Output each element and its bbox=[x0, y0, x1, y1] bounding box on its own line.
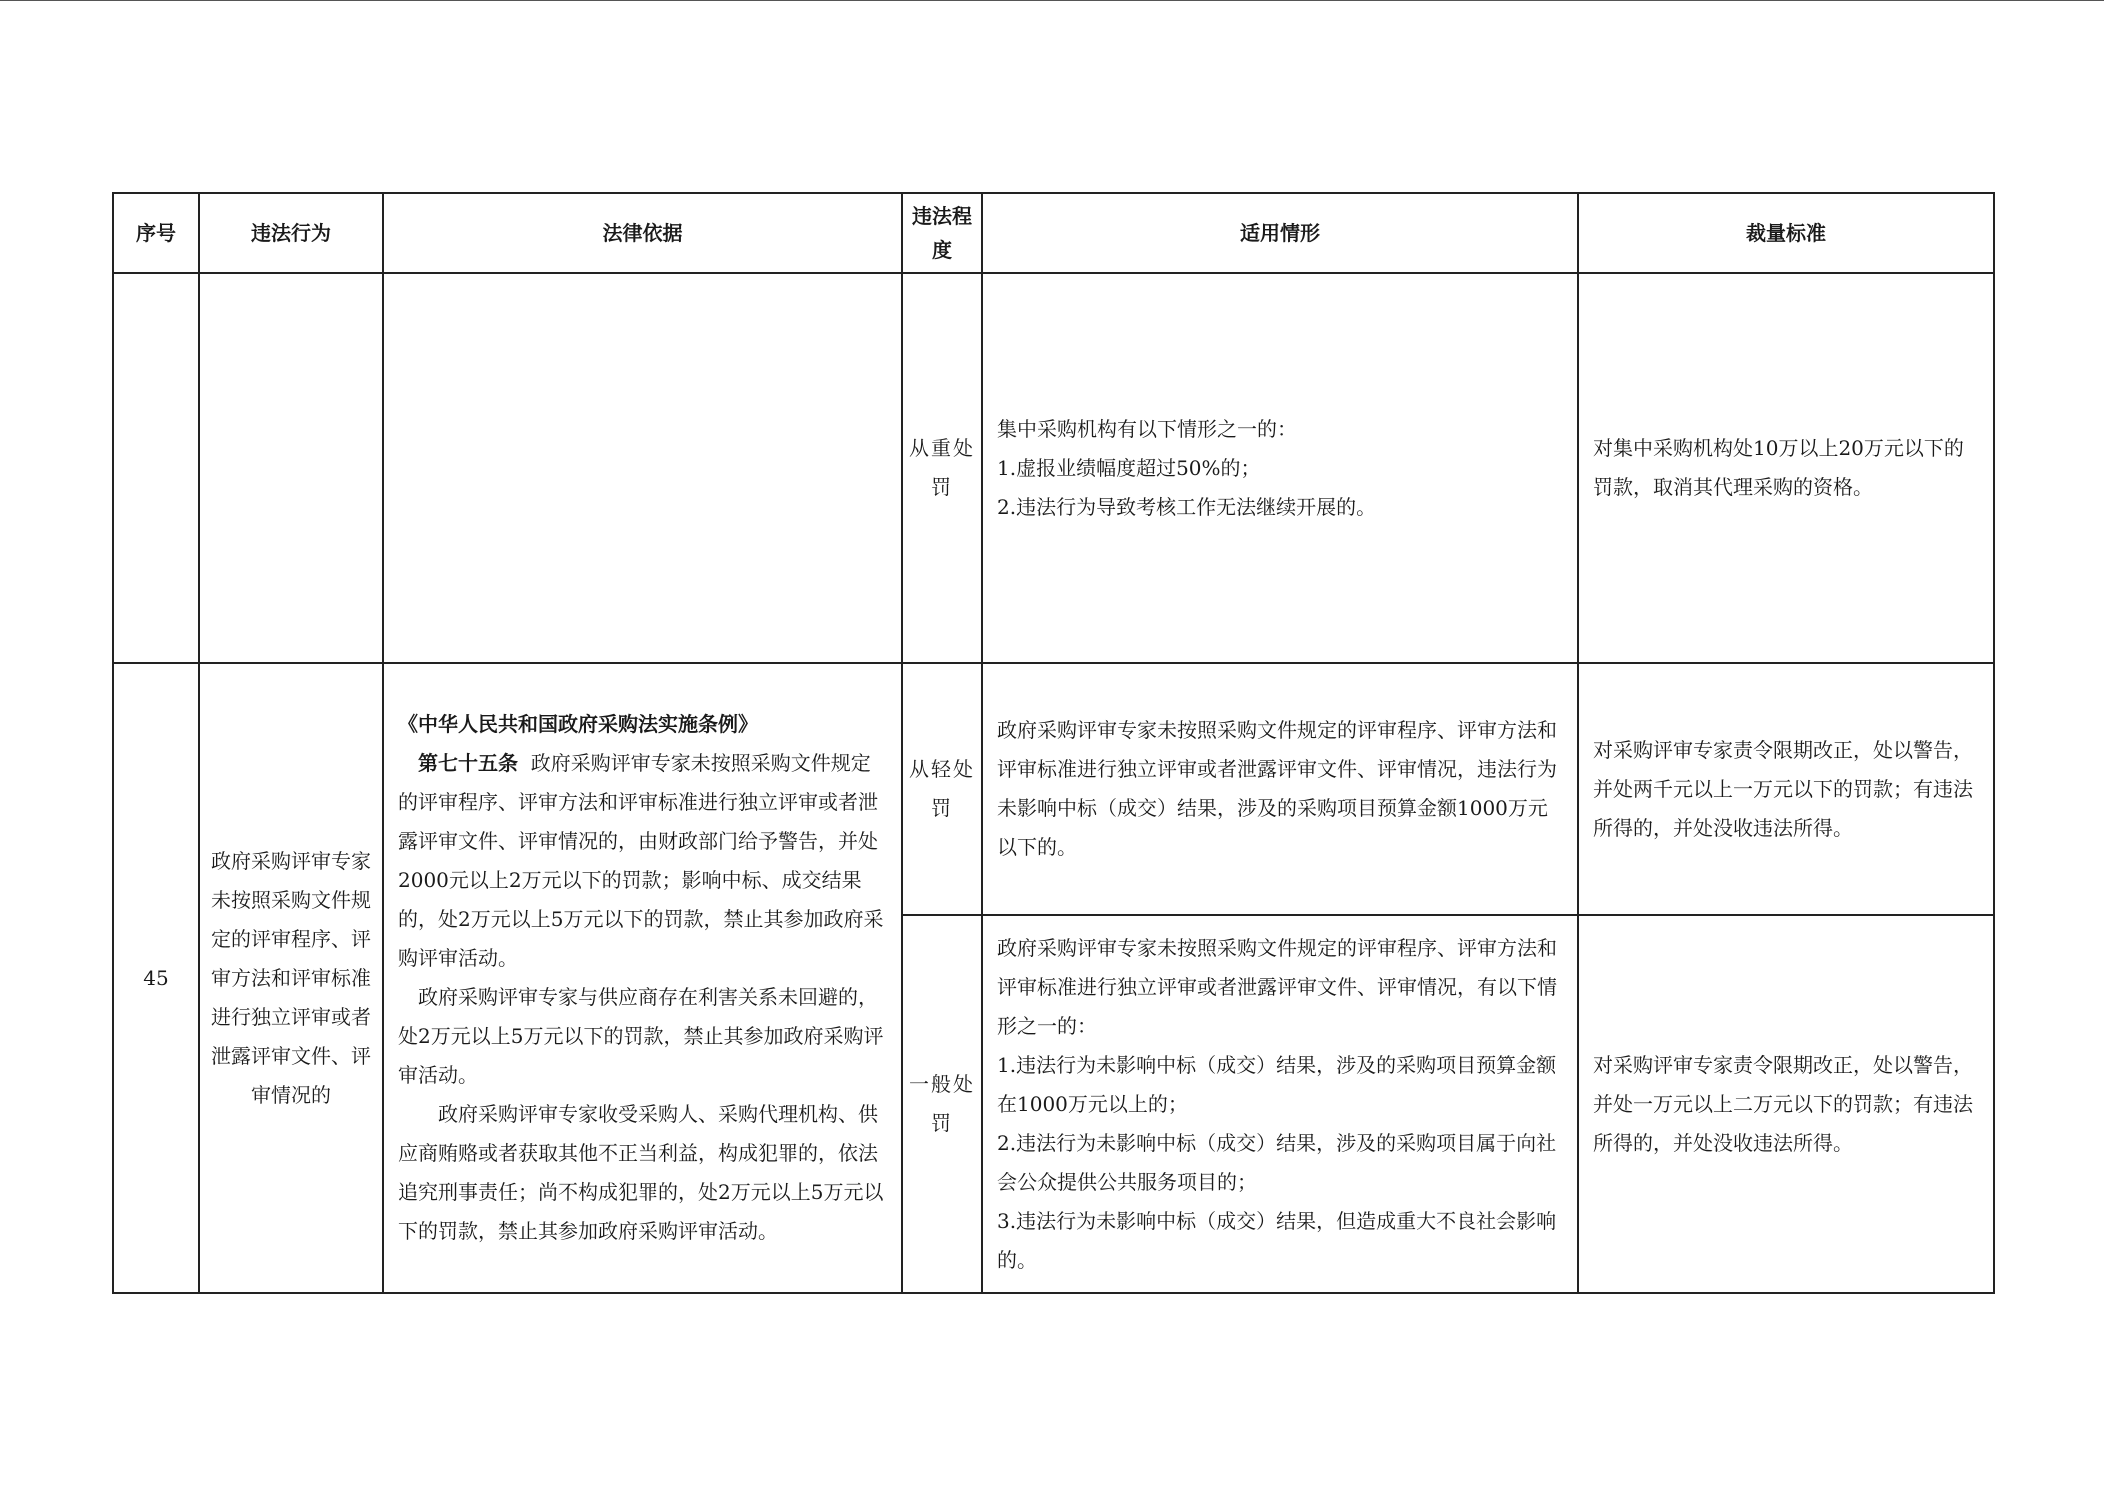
row1-seq bbox=[113, 273, 199, 663]
basis-paragraph-3: 政府采购评审专家收受采购人、采购代理机构、供应商贿赂或者获取其他不正当利益，构成犯罪的，依法追究刑事责任；尚不构成犯罪的，处2万元以上5万元以下的罚款，禁止其参加政府采购评审活动。 bbox=[398, 1102, 884, 1243]
row1-situation-line-3: 2.违法行为导致考核工作无法继续开展的。 bbox=[997, 494, 1377, 519]
row3-situation bbox=[982, 915, 1578, 1293]
row2-seq: 45 bbox=[113, 663, 199, 1293]
table-header-row bbox=[113, 193, 1994, 273]
basis-regulation-title: 《中华人民共和国政府采购法实施条例》 bbox=[398, 712, 758, 736]
row1-basis bbox=[383, 273, 902, 663]
row1-degree: 从重处罚 bbox=[902, 273, 982, 663]
header-seq: 序号 bbox=[113, 193, 199, 273]
header-standard: 裁量标准 bbox=[1578, 193, 1994, 273]
row3-situation-line-1: 政府采购评审专家未按照采购文件规定的评审程序、评审方法和评审标准进行独立评审或者泄露评审文件、评审情况，有以下情形之一的： bbox=[997, 935, 1557, 1038]
row2-situation: 政府采购评审专家未按照采购文件规定的评审程序、评审方法和评审标准进行独立评审或者泄露评审文件、评审情况，违法行为未影响中标（成交）结果，涉及的采购项目预算金额1000万元以下的。 bbox=[982, 663, 1578, 915]
discretion-standard-table bbox=[112, 192, 1995, 1294]
row2-standard: 对采购评审专家责令限期改正，处以警告，并处两千元以上一万元以下的罚款；有违法所得的，并处没收违法所得。 bbox=[1578, 663, 1994, 915]
basis-article-text: 政府采购评审专家未按照采购文件规定的评审程序、评审方法和评审标准进行独立评审或者泄露评审文件、评审情况的，由财政部门给予警告，并处2000元以上2万元以下的罚款；影响中标、成交结果的，处2万元以上5万元以下的罚款，禁止其参加政府采购评审活动。 bbox=[398, 751, 884, 970]
row3-degree: 一般处罚 bbox=[902, 915, 982, 1293]
row1-situation bbox=[982, 273, 1578, 663]
row1-standard: 对集中采购机构处10万以上20万元以下的罚款，取消其代理采购的资格。 bbox=[1578, 273, 1994, 663]
row3-situation-line-2: 1.违法行为未影响中标（成交）结果，涉及的采购项目预算金额在1000万元以上的； bbox=[997, 1052, 1557, 1116]
table-row bbox=[113, 663, 1994, 915]
page-top-border bbox=[0, 0, 2104, 1]
row2-legal-basis bbox=[383, 663, 902, 1293]
row1-situation-line-1: 集中采购机构有以下情形之一的： bbox=[997, 416, 1297, 441]
row3-situation-line-3: 2.违法行为未影响中标（成交）结果，涉及的采购项目属于向社会公众提供公共服务项目的； bbox=[997, 1130, 1557, 1194]
basis-article-paragraph bbox=[398, 744, 887, 978]
row3-situation-line-4: 3.违法行为未影响中标（成交）结果，但造成重大不良社会影响的。 bbox=[997, 1208, 1557, 1272]
row1-situation-line-2: 1.虚报业绩幅度超过50%的； bbox=[997, 455, 1261, 480]
table-row bbox=[113, 273, 1994, 663]
header-degree: 违法程度 bbox=[902, 193, 982, 273]
row2-degree: 从轻处罚 bbox=[902, 663, 982, 915]
header-behavior: 违法行为 bbox=[199, 193, 383, 273]
header-situation: 适用情形 bbox=[982, 193, 1578, 273]
basis-article-number: 第七十五条 bbox=[418, 751, 518, 775]
row2-behavior: 政府采购评审专家未按照采购文件规定的评审程序、评审方法和评审标准进行独立评审或者泄露评审文件、评审情况的 bbox=[199, 663, 383, 1293]
basis-paragraph-2: 政府采购评审专家与供应商存在利害关系未回避的，处2万元以上5万元以下的罚款，禁止其参加政府采购评审活动。 bbox=[398, 985, 884, 1087]
header-legal-basis: 法律依据 bbox=[383, 193, 902, 273]
row3-standard: 对采购评审专家责令限期改正，处以警告，并处一万元以上二万元以下的罚款；有违法所得的，并处没收违法所得。 bbox=[1578, 915, 1994, 1293]
row1-behavior bbox=[199, 273, 383, 663]
